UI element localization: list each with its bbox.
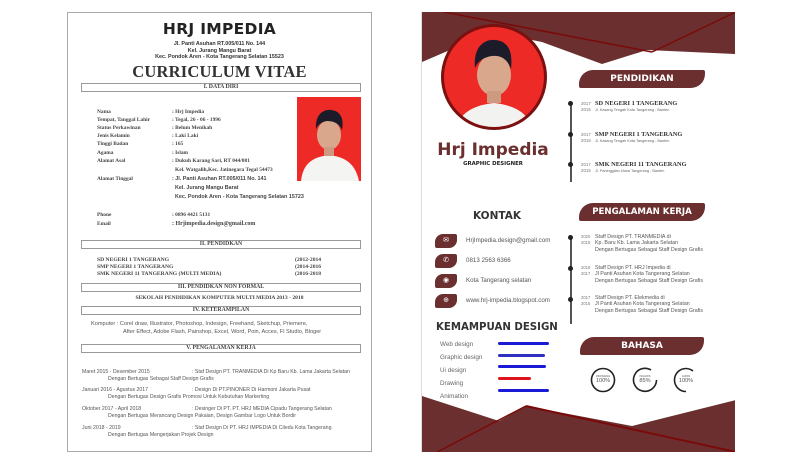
cv-title: CURRICULUM VITAE	[132, 62, 307, 81]
email-value: : Hrjimpedia.design@gmail.com	[172, 221, 256, 227]
field-label: Alamat Tinggal	[97, 176, 133, 182]
field-value: : Tegal, 26 - 06 - 1996	[172, 117, 221, 123]
field-label: Nama	[97, 109, 111, 115]
education-timeline	[570, 102, 572, 182]
field-value: : Islam	[172, 150, 189, 156]
cv-document-modern	[421, 12, 735, 452]
job-desc: Dengan Bertugas Sebagai Staff Design Grafis	[595, 246, 703, 253]
timeline-dot	[568, 132, 573, 137]
person-photo-icon	[297, 97, 361, 181]
contact-text: 0813 2563 6366	[466, 257, 511, 264]
field-value: : Dukuh Karang Sari, RT 044/081	[172, 158, 250, 164]
experience-timeline	[570, 236, 572, 324]
experience-desc: Dengan Bertugas Merancang Design Pakaian, Design Gambar Logo Untuk Bordir	[108, 412, 297, 419]
school-name: SD NEGERI 1 TANGERANG	[97, 257, 170, 263]
year-start: 2017	[581, 271, 591, 277]
experience-heading: PENGALAMAN KERJA	[579, 203, 705, 221]
job-location: Jl Panti Asuhan Kota Tangerang Selatan	[595, 301, 690, 308]
language-percent: 100%	[595, 378, 611, 384]
experience-position: : Staf Design Di PT. HRJ IMPEDIA Di Ciledu Kota Tangerang	[192, 425, 332, 431]
experience-position: : Design Di PT.PINONER Di Harmoni Jakarta Pusat	[192, 387, 311, 393]
year-end: 2017	[581, 295, 591, 300]
language-name: JAPAN	[681, 375, 691, 378]
experience-date: Januari 2016 - Agustus 2017	[82, 387, 149, 393]
job-title: Staff Design PT. HRJ Impedia di	[595, 265, 671, 271]
skill-label: Graphic design	[440, 354, 483, 361]
education-row	[97, 271, 322, 277]
field-label: Tempat, Tanggal Lahir	[97, 117, 150, 123]
field-value: : Laki Laki	[172, 133, 199, 139]
profile-photo	[297, 97, 361, 181]
year-end: 2017	[581, 132, 591, 137]
school-location: Jl. Kasang Tengah Kota Tangerang - Banten	[595, 108, 670, 112]
skills-line-2: After Effect, Adobe Flash, Painshop, Excel, Word, Poin, Acces, Fl Studio, Bloger	[123, 328, 322, 335]
experience-desc: Dengan Bertugas Sebagai Staff Design Grafis	[108, 375, 214, 382]
timeline-dot	[568, 162, 573, 167]
non-formal-education: SEKOLAH PENDIDIKAN KOMPUTER MULTI MEDIA 2013 - 2018	[135, 295, 304, 301]
language-name: INGGRIS	[639, 375, 651, 378]
school-location: Jl. Paninggilan Utara Tangerang - Banten	[595, 169, 665, 173]
skill-bar-web-design	[498, 342, 549, 345]
timeline-dot	[568, 235, 573, 240]
skills-text	[91, 321, 321, 336]
experience-desc: Dengan Bertugas Mengerjakan Projek Design	[108, 431, 214, 438]
experience-position: : Staf Design PT. TRANMEDIA Di Kp Baru Kb. Lama Jakarta Selatan	[192, 369, 350, 375]
field-label: Agama	[97, 150, 114, 156]
school-years: (2014-2016	[295, 264, 322, 270]
year-start: 2015	[581, 107, 591, 112]
job-title: Staff Design PT. Elekmedia di	[595, 295, 665, 301]
skills-line-1: Komputer : Corel draw, Illustrator, Photoshop, Indesign, Freehand, Sketchup, Priemere,	[91, 321, 308, 327]
section-pengalaman: V. PENGALAMAN KERJA	[81, 344, 361, 353]
profile-name: Hrj Impedia	[437, 140, 549, 160]
year-start: 2018	[581, 240, 591, 246]
year-start: 2015	[581, 138, 591, 143]
section-keterampilan: IV. KETERAMPILAN	[81, 306, 361, 315]
address-line-3: Kec. Pondok Aren - Kota Tangerang Selatan 15523	[155, 54, 284, 61]
experience-desc: Dengan Bertugas Design Grafis Promosi Untuk Kebutuhan Markerting	[108, 393, 270, 400]
job-location: Kp. Baru Kb. Lama Jakarta Selatan	[595, 240, 679, 247]
school-name: SD NEGERI 1 TANGERANG	[595, 100, 678, 107]
language-japan	[673, 367, 699, 393]
phone-icon: ✆	[435, 254, 457, 268]
section-pendidikan: II. PENDIDKAN	[81, 240, 361, 249]
year-end: 2020	[581, 234, 591, 239]
job-desc: Dengan Bertugas Sebagai Staff Design Grafis	[595, 277, 703, 284]
language-percent: 85%	[639, 378, 651, 384]
school-name: SMK NEGERI 11 TANGERANG (MULTI MEDIA)	[97, 271, 222, 277]
job-location: Jl Panti Asuhan Kota Tangerang Selatan	[595, 271, 690, 278]
experience-date: Maret 2015 - Desember 2015	[82, 369, 150, 375]
contact-text: www.hrj-impedia.blogspot.com	[466, 297, 550, 304]
job-desc: Dengan Bertugas Sebagai Staff Design Grafis	[595, 307, 703, 314]
field-value: : 165	[172, 141, 184, 147]
year-start: 2015	[581, 301, 591, 307]
experience-date: Juni 2018 - 2019	[82, 425, 121, 431]
language-inggris	[632, 367, 658, 393]
contact-heading: KONTAK	[473, 210, 521, 222]
school-name: SMP NEGERI 1 TANGERANG	[97, 264, 174, 270]
field-value: : 0896 4421 5131	[172, 212, 211, 218]
timeline-dot	[568, 297, 573, 302]
school-years: (2016-2018	[295, 271, 322, 277]
skill-bar-drawing	[498, 377, 531, 380]
field-label: Status Perkawinan	[97, 125, 141, 131]
year-end: 2018	[581, 265, 591, 270]
school-years: (2012-2014	[295, 257, 322, 263]
language-heading: BAHASA	[580, 337, 704, 355]
field-value: Kel. Watgalih,Kec. Jatinegara Tegal 54473	[175, 167, 273, 173]
field-label: Jenis Kelamin	[97, 133, 130, 139]
contact-text: Kota Tangerang selatan	[466, 277, 532, 284]
field-label: Alamat Asal	[97, 158, 126, 164]
skill-bar-animation	[498, 389, 549, 392]
field-label: Phone	[97, 212, 112, 218]
contact-text: HrjImpedia.design@gmail.com	[466, 237, 551, 244]
school-location: Jl. Kasang Tengah Kota Tangerang - Banten	[595, 139, 670, 143]
field-label: Email	[97, 221, 111, 227]
brand-name: HRJ IMPEDIA	[162, 20, 277, 38]
field-value: : Belum Menikah	[172, 125, 213, 131]
skill-bar-graphic-design	[498, 354, 545, 357]
cv-document-classic	[67, 12, 372, 452]
school-name: SMK NEGERI 11 TANGERANG	[595, 161, 687, 168]
skill-label: Animation	[440, 393, 469, 400]
skill-label: Web design	[440, 341, 474, 348]
education-row	[97, 257, 322, 263]
experience-date: Oktober 2017 - April 2018	[82, 406, 142, 412]
skill-label: Drawing	[440, 380, 464, 387]
address-line-1: Jl. Panti Asuhan RT.005/011 No. 144	[173, 41, 266, 47]
timeline-dot	[568, 266, 573, 271]
year-start: 2015	[581, 168, 591, 173]
field-label: Tinggi Badan	[97, 141, 129, 147]
profile-photo-circle	[440, 23, 548, 131]
skill-bar-ui-design	[498, 365, 546, 368]
field-value: : Jl. Panti Asuhan RT.005/011 No. 141	[172, 176, 267, 182]
mail-icon: ✉	[435, 234, 457, 248]
address-line	[68, 41, 371, 61]
profile-role: GRAPHIC DESIGNER	[463, 161, 523, 167]
field-value: : Hrj Impedia	[172, 109, 205, 115]
section-non-formal: III. PENDIDKAN NON FORMAL	[81, 283, 361, 292]
skill-label: Ui design	[440, 367, 467, 374]
education-row	[97, 264, 322, 270]
job-title: Staff Design PT. TRANMEDIA di	[595, 234, 671, 240]
address-line-2: Kel. Jurang Mangu Barat	[187, 47, 252, 54]
language-name: INDONESIA	[595, 375, 611, 378]
school-name: SMP NEGERI 1 TANGERANG	[595, 131, 683, 138]
timeline-dot	[568, 101, 573, 106]
field-value: Kec. Pondok Aren - Kota Tangerang Selatan 15723	[175, 194, 304, 200]
location-icon: ◉	[435, 274, 457, 288]
language-indonesia	[590, 367, 616, 393]
section-data-diri: I. DATA DIRI	[81, 83, 361, 92]
education-heading: PENDIDIKAN	[579, 70, 705, 88]
language-percent: 100%	[678, 378, 694, 384]
experience-position: : Desinger Di PT. PT. HRJ MEDIA Cipadu Tangerang Selatan	[192, 406, 332, 412]
year-end: 2017	[581, 101, 591, 106]
globe-icon: ⊕	[435, 294, 457, 308]
field-value: Kel. Jurang Mangu Barat	[175, 185, 239, 191]
year-end: 2017	[581, 162, 591, 167]
skills-heading: KEMAMPUAN DESIGN	[436, 322, 558, 333]
